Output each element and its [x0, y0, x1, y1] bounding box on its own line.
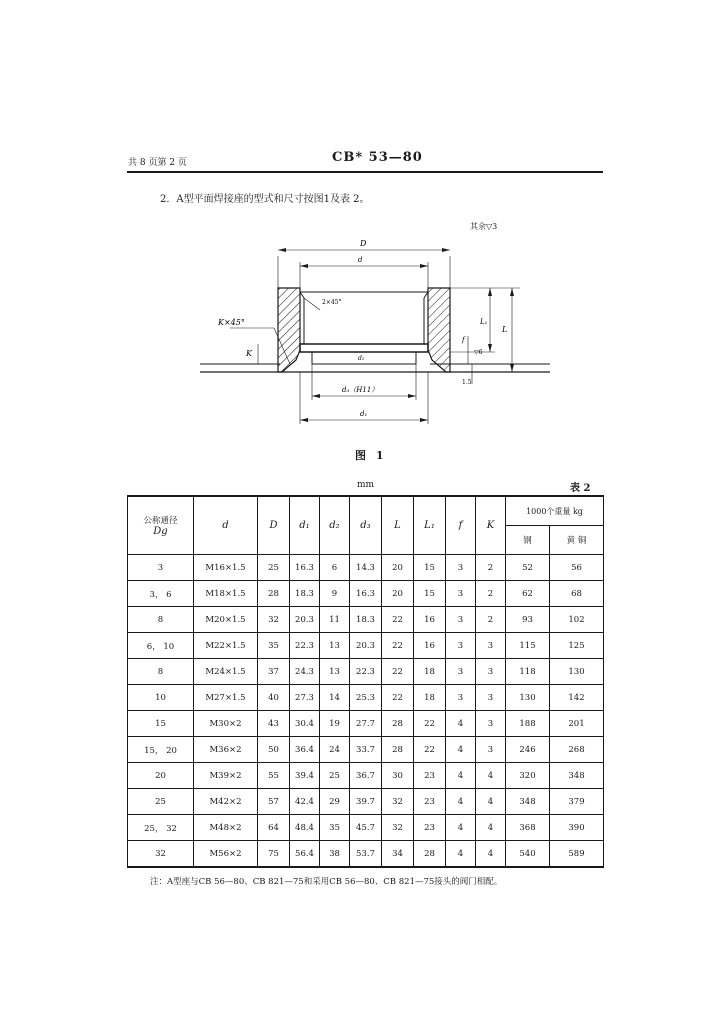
cell-d2: 25	[320, 763, 350, 789]
cell-d1: 56.4	[290, 841, 320, 868]
cell-dg: 15	[128, 711, 194, 737]
cell-K: 4	[476, 841, 506, 868]
cell-D: 25	[258, 555, 290, 581]
table-row	[128, 555, 604, 581]
cell-brass: 102	[550, 607, 604, 633]
cell-dg: 8	[128, 659, 194, 685]
header-d2: d₂	[320, 496, 350, 555]
header-L: L	[382, 496, 414, 555]
cell-D: 43	[258, 711, 290, 737]
cell-brass: 68	[550, 581, 604, 607]
cell-D: 40	[258, 685, 290, 711]
header-K: K	[476, 496, 506, 555]
cell-brass: 390	[550, 815, 604, 841]
cell-L: 22	[382, 685, 414, 711]
cell-steel: 52	[506, 555, 550, 581]
cell-brass: 201	[550, 711, 604, 737]
table-row	[128, 737, 604, 763]
table-row	[128, 633, 604, 659]
cell-steel: 93	[506, 607, 550, 633]
table-row	[128, 815, 604, 841]
cell-f: 3	[446, 659, 476, 685]
table-unit: mm	[357, 480, 375, 490]
cell-K: 3	[476, 659, 506, 685]
header-weight: 1000个重量 kg	[506, 496, 604, 526]
cell-d2: 29	[320, 789, 350, 815]
table-row	[128, 581, 604, 607]
label-f: f	[462, 336, 465, 344]
cell-d3: 18.3	[350, 607, 382, 633]
cell-d3: 45.7	[350, 815, 382, 841]
cell-d3: 22.3	[350, 659, 382, 685]
table-row	[128, 841, 604, 868]
table-number: 表 2	[570, 483, 591, 494]
cell-d2: 6	[320, 555, 350, 581]
cell-d2: 38	[320, 841, 350, 868]
label-d: d	[358, 256, 363, 264]
cell-L: 20	[382, 581, 414, 607]
cell-d1: 30.4	[290, 711, 320, 737]
cell-brass: 379	[550, 789, 604, 815]
figure-caption: 图 1	[355, 449, 387, 462]
cell-L: 32	[382, 789, 414, 815]
table-row	[128, 607, 604, 633]
cell-d1: 24.3	[290, 659, 320, 685]
cell-brass: 348	[550, 763, 604, 789]
header-rule	[127, 171, 603, 173]
table-row	[128, 789, 604, 815]
cell-L1: 28	[414, 841, 446, 868]
cell-L: 22	[382, 659, 414, 685]
cell-brass: 142	[550, 685, 604, 711]
cell-brass: 56	[550, 555, 604, 581]
label-L1: L₁	[480, 318, 488, 326]
cell-D: 64	[258, 815, 290, 841]
cell-f: 3	[446, 633, 476, 659]
cell-d3: 36.7	[350, 763, 382, 789]
cell-d3: 16.3	[350, 581, 382, 607]
cell-dg: 3	[128, 555, 194, 581]
table-row	[128, 685, 604, 711]
cell-K: 2	[476, 607, 506, 633]
cell-dg: 25， 32	[128, 815, 194, 841]
cell-steel: 118	[506, 659, 550, 685]
cell-f: 4	[446, 815, 476, 841]
label-L: L	[502, 325, 508, 334]
label-chamfer: 2×45°	[322, 299, 342, 306]
cell-d: M16×1.5	[194, 555, 258, 581]
cell-d1: 18.3	[290, 581, 320, 607]
cell-d1: 27.3	[290, 685, 320, 711]
left-wall-section	[278, 288, 300, 372]
cell-dg: 8	[128, 607, 194, 633]
cell-d3: 39.7	[350, 789, 382, 815]
cell-d3: 25.3	[350, 685, 382, 711]
cell-dg: 32	[128, 841, 194, 868]
cell-D: 32	[258, 607, 290, 633]
cell-f: 4	[446, 737, 476, 763]
label-d3: d₃（H11）	[342, 386, 379, 394]
header-brass: 黄 铜	[550, 526, 604, 555]
cell-L: 22	[382, 633, 414, 659]
cell-steel: 246	[506, 737, 550, 763]
d2-groove	[300, 344, 428, 352]
cell-D: 37	[258, 659, 290, 685]
cell-d: M30×2	[194, 711, 258, 737]
cell-D: 57	[258, 789, 290, 815]
cell-L1: 23	[414, 815, 446, 841]
cell-d2: 11	[320, 607, 350, 633]
cell-f: 3	[446, 581, 476, 607]
cell-d1: 20.3	[290, 607, 320, 633]
cell-d: M48×2	[194, 815, 258, 841]
cell-L: 34	[382, 841, 414, 868]
cell-K: 3	[476, 633, 506, 659]
cell-d1: 48.4	[290, 815, 320, 841]
label-K: K	[246, 349, 252, 358]
header-nominal-dn: 公称通径 Dg	[128, 496, 194, 555]
cell-d3: 53.7	[350, 841, 382, 868]
cell-L1: 22	[414, 711, 446, 737]
page-info: 共 8 页第 2 页	[128, 158, 187, 168]
cell-D: 55	[258, 763, 290, 789]
cell-d3: 14.3	[350, 555, 382, 581]
table-row	[128, 711, 604, 737]
cell-D: 28	[258, 581, 290, 607]
cell-d2: 13	[320, 633, 350, 659]
cell-d: M39×2	[194, 763, 258, 789]
label-finish: ▽6	[474, 349, 483, 356]
cell-L1: 18	[414, 685, 446, 711]
cell-L: 20	[382, 555, 414, 581]
cell-steel: 188	[506, 711, 550, 737]
cell-dg: 25	[128, 789, 194, 815]
cell-dg: 20	[128, 763, 194, 789]
cell-D: 75	[258, 841, 290, 868]
dimension-table	[127, 495, 604, 868]
cell-L: 28	[382, 737, 414, 763]
cell-d2: 24	[320, 737, 350, 763]
cell-d: M36×2	[194, 737, 258, 763]
cell-L1: 18	[414, 659, 446, 685]
table-row	[128, 659, 604, 685]
cell-d1: 36.4	[290, 737, 320, 763]
cell-K: 2	[476, 555, 506, 581]
standard-code: CB* 53—80	[332, 150, 423, 165]
cell-K: 3	[476, 737, 506, 763]
cell-d3: 33.7	[350, 737, 382, 763]
cell-steel: 320	[506, 763, 550, 789]
table-row	[128, 763, 604, 789]
cell-d1: 42.4	[290, 789, 320, 815]
header-d3: d₃	[350, 496, 382, 555]
cell-d1: 39.4	[290, 763, 320, 789]
cell-D: 50	[258, 737, 290, 763]
cell-f: 3	[446, 555, 476, 581]
cell-f: 3	[446, 685, 476, 711]
table-note: 注：A型座与CB 56—80、CB 821—75和采用CB 56—80、CB 821—75接头的阀门相配。	[150, 877, 503, 887]
cell-L1: 16	[414, 633, 446, 659]
cell-steel: 368	[506, 815, 550, 841]
label-d1: d₁	[360, 410, 368, 418]
cell-d: M18×1.5	[194, 581, 258, 607]
cell-L1: 15	[414, 555, 446, 581]
surface-remainder: 其余▽3	[470, 222, 498, 231]
cell-d: M42×2	[194, 789, 258, 815]
header-d: d	[194, 496, 258, 555]
cell-dg: 15， 20	[128, 737, 194, 763]
cell-D: 35	[258, 633, 290, 659]
cell-dg: 10	[128, 685, 194, 711]
cell-L: 22	[382, 607, 414, 633]
cell-L1: 23	[414, 763, 446, 789]
cell-f: 3	[446, 607, 476, 633]
cell-L1: 15	[414, 581, 446, 607]
cell-d2: 19	[320, 711, 350, 737]
cell-d3: 27.7	[350, 711, 382, 737]
cell-d: M56×2	[194, 841, 258, 868]
cell-K: 3	[476, 685, 506, 711]
cell-d2: 14	[320, 685, 350, 711]
label-d2: d₂	[358, 355, 365, 362]
cell-d: M22×1.5	[194, 633, 258, 659]
header-D: D	[258, 496, 290, 555]
label-t15: 1.5	[462, 379, 472, 386]
header-steel: 钢	[506, 526, 550, 555]
cell-brass: 125	[550, 633, 604, 659]
cell-L: 28	[382, 711, 414, 737]
cell-brass: 130	[550, 659, 604, 685]
cell-L: 30	[382, 763, 414, 789]
weld-seat-drawing	[200, 232, 550, 432]
cell-K: 2	[476, 581, 506, 607]
cell-brass: 589	[550, 841, 604, 868]
header-d1: d₁	[290, 496, 320, 555]
cell-d2: 13	[320, 659, 350, 685]
cell-d: M24×1.5	[194, 659, 258, 685]
cell-K: 3	[476, 711, 506, 737]
cell-steel: 62	[506, 581, 550, 607]
cell-brass: 268	[550, 737, 604, 763]
header-f: f	[446, 496, 476, 555]
cell-d2: 9	[320, 581, 350, 607]
header-L1: L₁	[414, 496, 446, 555]
cell-f: 4	[446, 711, 476, 737]
cell-L: 32	[382, 815, 414, 841]
cell-d3: 20.3	[350, 633, 382, 659]
cell-dg: 3， 6	[128, 581, 194, 607]
cell-L1: 22	[414, 737, 446, 763]
cell-L1: 23	[414, 789, 446, 815]
cell-steel: 348	[506, 789, 550, 815]
label-D: D	[360, 239, 367, 248]
intro-text: 2．A型平面焊接座的型式和尺寸按图1及表 2。	[160, 194, 370, 205]
cell-steel: 115	[506, 633, 550, 659]
cell-dg: 6， 10	[128, 633, 194, 659]
cell-steel: 540	[506, 841, 550, 868]
cell-d2: 35	[320, 815, 350, 841]
cell-K: 4	[476, 763, 506, 789]
right-wall-section	[428, 288, 450, 372]
cell-f: 4	[446, 763, 476, 789]
cell-d1: 16.3	[290, 555, 320, 581]
cell-d: M20×1.5	[194, 607, 258, 633]
cell-K: 4	[476, 789, 506, 815]
cell-d1: 22.3	[290, 633, 320, 659]
cell-K: 4	[476, 815, 506, 841]
cell-f: 4	[446, 841, 476, 868]
cell-d: M27×1.5	[194, 685, 258, 711]
cell-L1: 16	[414, 607, 446, 633]
cell-f: 4	[446, 789, 476, 815]
label-K45: K×45°	[218, 318, 245, 327]
cell-steel: 130	[506, 685, 550, 711]
